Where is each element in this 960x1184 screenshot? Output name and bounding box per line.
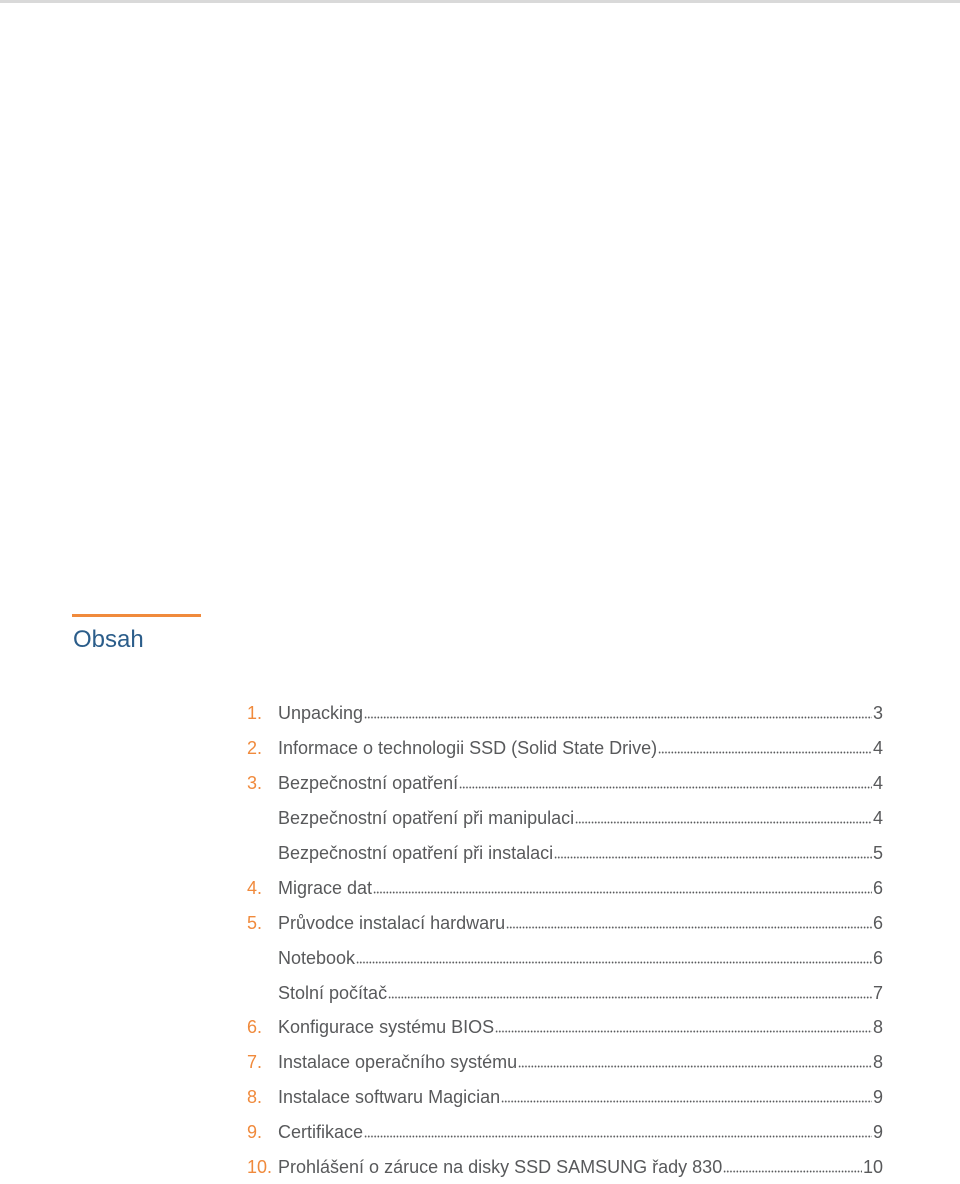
toc-entry-page: 6 <box>872 912 883 933</box>
toc-dot-leader <box>658 751 872 754</box>
toc-dot-leader <box>518 1065 872 1068</box>
toc-entry-title: Bezpečnostní opatření při instalaci <box>278 843 554 863</box>
toc-entry-data-migration[interactable] <box>247 870 883 905</box>
toc-entry-number: 1. <box>247 703 263 724</box>
toc-dot-leader <box>373 891 872 894</box>
toc-entry-number: 9. <box>247 1122 263 1143</box>
toc-entry-hardware-guide[interactable] <box>247 905 883 940</box>
toc-entry-os-install[interactable] <box>247 1045 883 1080</box>
toc-entry-title: Bezpečnostní opatření při manipulaci <box>278 808 575 829</box>
toc-entry-safety[interactable] <box>247 766 883 801</box>
toc-entry-title: Průvodce instalací hardwaru <box>278 912 506 933</box>
toc-entry-bios[interactable] <box>247 1010 883 1045</box>
toc-entry-safety-installation[interactable] <box>247 836 883 871</box>
toc-entry-safety-handling[interactable] <box>247 801 883 836</box>
toc-entry-page: 4 <box>872 808 883 829</box>
toc-dot-leader <box>506 926 872 929</box>
toc-dot-leader <box>356 961 872 964</box>
toc-entry-certification[interactable] <box>247 1115 883 1150</box>
toc-entry-page: 9 <box>872 1087 883 1108</box>
toc-entry-page: 4 <box>872 773 883 794</box>
toc-entry-number: 4. <box>247 877 263 898</box>
toc-entry-notebook[interactable] <box>247 940 883 975</box>
page-title: Obsah <box>73 626 144 653</box>
toc-entry-title: Certifikace <box>278 1122 364 1143</box>
toc-entry-title: Notebook <box>278 947 356 968</box>
toc-entry-page: 6 <box>872 877 883 898</box>
toc-entry-page: 8 <box>872 1017 883 1038</box>
toc-entry-page: 8 <box>872 1052 883 1073</box>
toc-entry-title: Unpacking <box>278 703 364 724</box>
toc-dot-leader <box>459 786 872 789</box>
toc-dot-leader <box>575 821 872 824</box>
toc-dot-leader <box>364 1135 872 1138</box>
toc-entry-number: 3. <box>247 773 263 794</box>
toc-entry-warranty[interactable] <box>247 1150 883 1184</box>
toc-dot-leader <box>723 1170 862 1173</box>
toc-entry-title: Stolní počítač <box>278 982 388 1003</box>
table-of-contents <box>247 696 883 1184</box>
toc-entry-page: 7 <box>872 982 883 1003</box>
toc-entry-page: 5 <box>872 843 883 863</box>
toc-entry-unpacking[interactable] <box>247 696 883 731</box>
toc-entry-page: 3 <box>872 703 883 724</box>
toc-dot-leader <box>495 1030 872 1033</box>
toc-dot-leader <box>501 1100 872 1103</box>
toc-entry-number: 7. <box>247 1052 263 1073</box>
toc-entry-title: Bezpečnostní opatření <box>278 773 459 794</box>
toc-dot-leader <box>388 996 872 999</box>
toc-entry-title: Migrace dat <box>278 877 373 898</box>
toc-entry-page: 4 <box>872 738 883 759</box>
toc-entry-title: Informace o technologii SSD (Solid State Drive) <box>278 738 658 759</box>
toc-entry-ssd-technology[interactable] <box>247 731 883 766</box>
toc-entry-number: 5. <box>247 912 263 933</box>
toc-entry-page: 10 <box>862 1157 883 1178</box>
toc-entry-title: Instalace operačního systému <box>278 1052 518 1073</box>
toc-entry-title: Konfigurace systému BIOS <box>278 1017 495 1038</box>
toc-entry-page: 6 <box>872 947 883 968</box>
toc-entry-number: 10. <box>247 1157 273 1178</box>
heading-accent-rule <box>72 614 201 617</box>
toc-entry-page: 9 <box>872 1122 883 1143</box>
toc-entry-number: 6. <box>247 1017 263 1038</box>
toc-entry-magician[interactable] <box>247 1080 883 1115</box>
toc-dot-leader <box>364 716 872 719</box>
toc-entry-title: Prohlášení o záruce na disky SSD SAMSUNG řady 830 <box>278 1157 723 1178</box>
toc-dot-leader <box>554 856 872 859</box>
page-top-border <box>0 0 960 3</box>
toc-entry-title: Instalace softwaru Magician <box>278 1087 501 1108</box>
toc-entry-number: 2. <box>247 738 263 759</box>
toc-entry-desktop[interactable] <box>247 975 883 1010</box>
toc-entry-number: 8. <box>247 1087 263 1108</box>
